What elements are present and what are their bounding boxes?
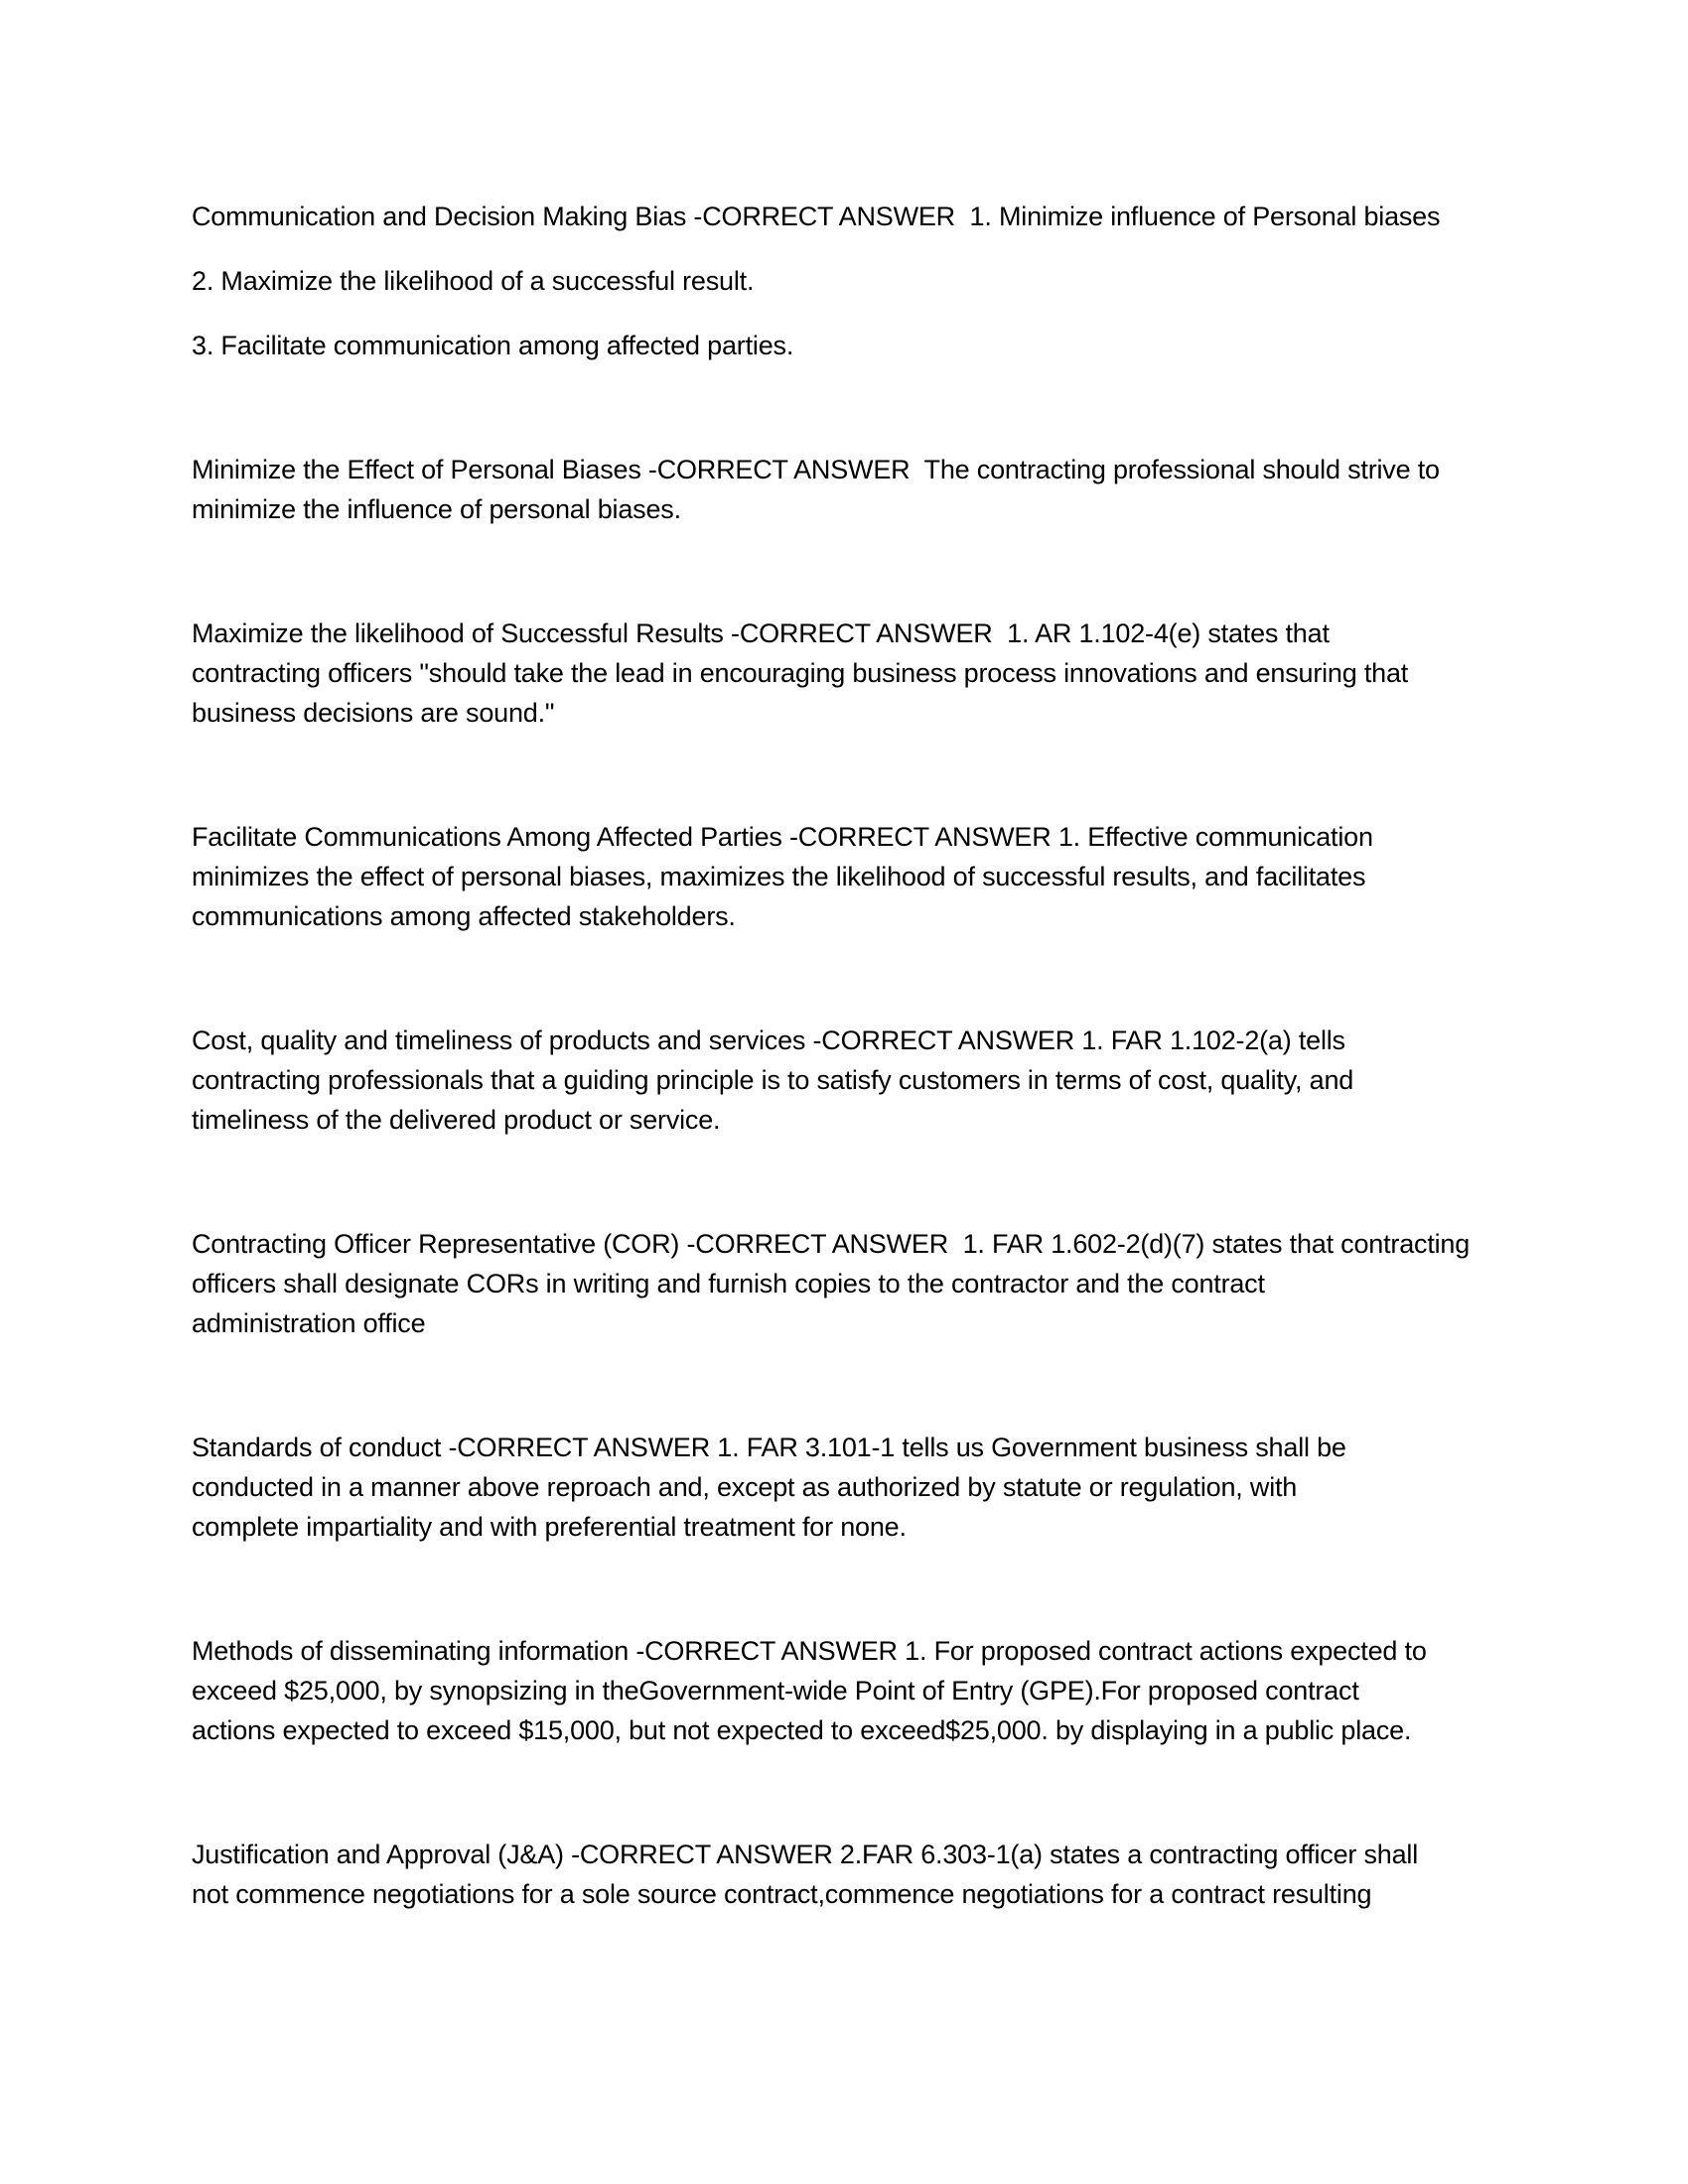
paragraph bbox=[192, 614, 1539, 733]
text-line: contracting professionals that a guiding principle is to satisfy customers in terms of cost, quality, and bbox=[192, 1065, 1354, 1095]
text-line: minimize the influence of personal biases. bbox=[192, 494, 681, 524]
text-line: complete impartiality and with preferential treatment for none. bbox=[192, 1512, 907, 1542]
text-line: Minimize the Effect of Personal Biases -CORRECT ANSWER The contracting professional should strive to bbox=[192, 455, 1440, 484]
text-line: Facilitate Communications Among Affected Parties -CORRECT ANSWER 1. Effective communication bbox=[192, 822, 1373, 852]
text-line: Communication and Decision Making Bias -CORRECT ANSWER 1. Minimize influence of Personal biases bbox=[192, 202, 1441, 231]
text-line: 3. Facilitate communication among affected parties. bbox=[192, 331, 794, 360]
paragraph bbox=[192, 1428, 1539, 1547]
text-line: business decisions are sound." bbox=[192, 698, 555, 728]
text-line: officers shall designate CORs in writing and furnish copies to the contractor and the contract bbox=[192, 1269, 1265, 1298]
text-line: administration office bbox=[192, 1308, 426, 1338]
document-content bbox=[192, 197, 1539, 1914]
text-line: communications among affected stakeholders. bbox=[192, 901, 736, 931]
text-line: Justification and Approval (J&A) -CORRECT ANSWER 2.FAR 6.303-1(a) states a contracting officer shall bbox=[192, 1840, 1419, 1869]
text-line: not commence negotiations for a sole source contract,commence negotiations for a contract resulting bbox=[192, 1879, 1372, 1909]
text-line: Cost, quality and timeliness of products and services -CORRECT ANSWER 1. FAR 1.102-2(a) tells bbox=[192, 1025, 1345, 1055]
paragraph bbox=[192, 261, 1539, 301]
text-line: actions expected to exceed $15,000, but not expected to exceed$25,000. by displaying in a public place. bbox=[192, 1715, 1412, 1745]
text-line: Maximize the likelihood of Successful Results -CORRECT ANSWER 1. AR 1.102-4(e) states that bbox=[192, 618, 1330, 648]
paragraph bbox=[192, 1224, 1539, 1343]
paragraph bbox=[192, 326, 1539, 365]
text-line: conducted in a manner above reproach and, except as authorized by statute or regulation, with bbox=[192, 1472, 1298, 1502]
paragraph bbox=[192, 197, 1539, 236]
paragraph bbox=[192, 1631, 1539, 1750]
paragraph bbox=[192, 1021, 1539, 1140]
text-line: contracting officers "should take the lead in encouraging business process innovations and ensuring that bbox=[192, 658, 1409, 688]
paragraph bbox=[192, 450, 1539, 529]
paragraph bbox=[192, 1835, 1539, 1914]
text-line: Contracting Officer Representative (COR) -CORRECT ANSWER 1. FAR 1.602-2(d)(7) states that contracting bbox=[192, 1229, 1471, 1259]
text-line: minimizes the effect of personal biases, maximizes the likelihood of successful results, and facilitates bbox=[192, 862, 1366, 891]
text-line: timeliness of the delivered product or service. bbox=[192, 1105, 721, 1135]
text-line: 2. Maximize the likelihood of a successful result. bbox=[192, 266, 755, 296]
text-line: Methods of disseminating information -CORRECT ANSWER 1. For proposed contract actions expected to bbox=[192, 1636, 1427, 1666]
paragraph bbox=[192, 817, 1539, 936]
text-line: exceed $25,000, by synopsizing in theGovernment-wide Point of Entry (GPE).For proposed contract bbox=[192, 1676, 1359, 1706]
text-line: Standards of conduct -CORRECT ANSWER 1. FAR 3.101-1 tells us Government business shall be bbox=[192, 1433, 1346, 1462]
